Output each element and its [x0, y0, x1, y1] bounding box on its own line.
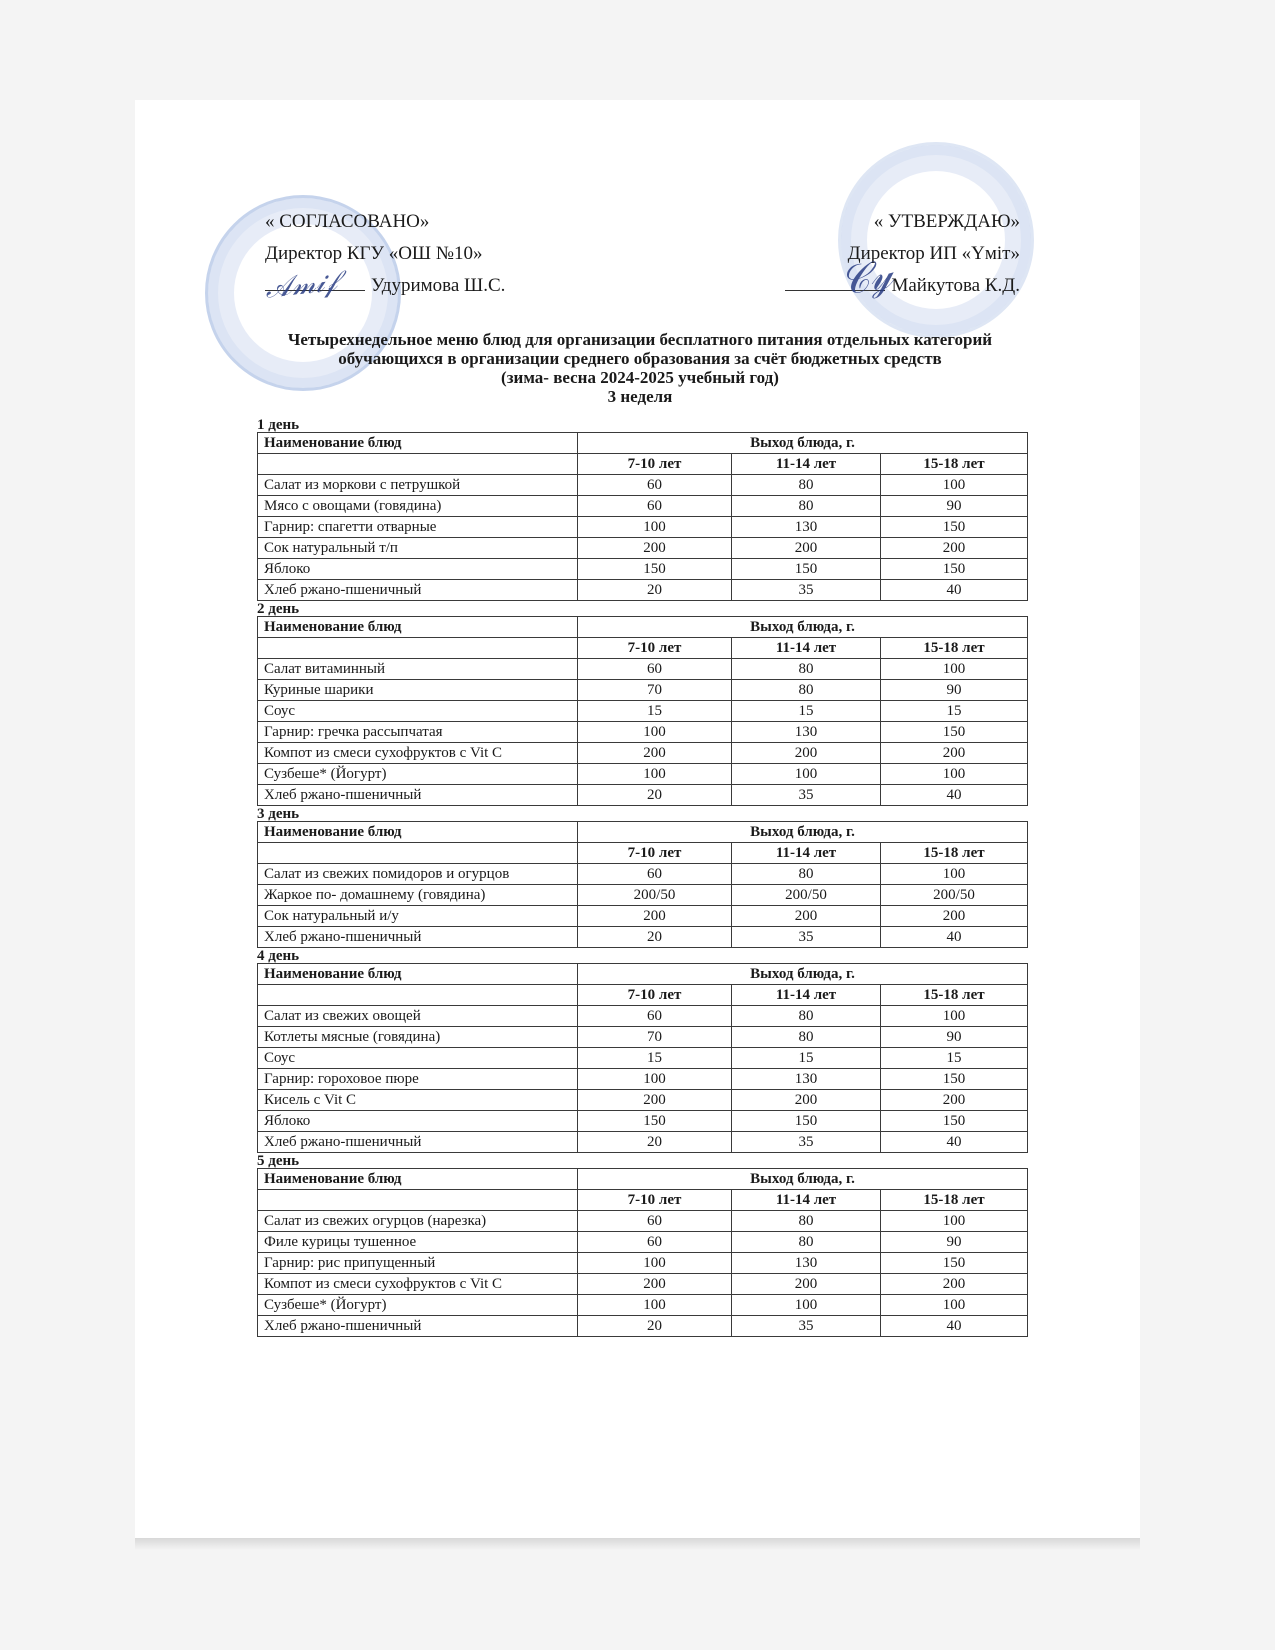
yield-15-18-cell: 100 — [881, 1211, 1028, 1232]
title-line-2: обучающихся в организации среднего образования за счёт бюджетных средств — [338, 349, 942, 368]
dish-name-cell: Салат из моркови с петрушкой — [258, 475, 578, 496]
yield-15-18-cell: 40 — [881, 1316, 1028, 1337]
table-header-row — [258, 617, 1028, 638]
dish-name-cell: Сузбеше* (Йогурт) — [258, 1295, 578, 1316]
yield-7-10-cell: 15 — [578, 1048, 732, 1069]
header-age-7-10: 7-10 лет — [578, 843, 732, 864]
header-empty — [258, 985, 578, 1006]
table-row — [258, 864, 1028, 885]
yield-11-14-cell: 200 — [732, 743, 881, 764]
table-row — [258, 764, 1028, 785]
yield-11-14-cell: 15 — [732, 701, 881, 722]
yield-15-18-cell: 90 — [881, 496, 1028, 517]
header-yield: Выход блюда, г. — [578, 1169, 1028, 1190]
yield-7-10-cell: 200 — [578, 1090, 732, 1111]
yield-15-18-cell: 15 — [881, 1048, 1028, 1069]
yield-11-14-cell: 80 — [732, 475, 881, 496]
yield-7-10-cell: 15 — [578, 701, 732, 722]
header-empty — [258, 843, 578, 864]
dish-name-cell: Гарнир: гороховое пюре — [258, 1069, 578, 1090]
yield-15-18-cell: 150 — [881, 1253, 1028, 1274]
table-age-header-row — [258, 1190, 1028, 1211]
dish-name-cell: Сузбеше* (Йогурт) — [258, 764, 578, 785]
signature-right-icon: 𝒞𝓎 — [836, 250, 897, 306]
dish-name-cell: Сок натуральный и/у — [258, 906, 578, 927]
yield-15-18-cell: 15 — [881, 701, 1028, 722]
dish-name-cell: Сок натуральный т/п — [258, 538, 578, 559]
yield-7-10-cell: 100 — [578, 764, 732, 785]
table-row — [258, 680, 1028, 701]
table-row — [258, 1048, 1028, 1069]
yield-15-18-cell: 150 — [881, 559, 1028, 580]
yield-7-10-cell: 200 — [578, 743, 732, 764]
approval-approved-name: Майкутова К.Д. — [891, 275, 1020, 296]
header-age-15-18: 15-18 лет — [881, 454, 1028, 475]
table-row — [258, 927, 1028, 948]
header-age-11-14: 11-14 лет — [732, 454, 881, 475]
signature-left-icon: 𝒜𝓂𝒾𝒻 — [263, 264, 339, 305]
yield-11-14-cell: 35 — [732, 1316, 881, 1337]
dish-name-cell: Кисель с Vit C — [258, 1090, 578, 1111]
yield-11-14-cell: 100 — [732, 764, 881, 785]
table-row — [258, 1232, 1028, 1253]
table-row — [258, 1069, 1028, 1090]
header-age-11-14: 11-14 лет — [732, 638, 881, 659]
yield-11-14-cell: 80 — [732, 864, 881, 885]
yield-7-10-cell: 60 — [578, 1211, 732, 1232]
yield-7-10-cell: 20 — [578, 927, 732, 948]
header-yield: Выход блюда, г. — [578, 822, 1028, 843]
header-yield: Выход блюда, г. — [578, 964, 1028, 985]
dish-name-cell: Гарнир: гречка рассыпчатая — [258, 722, 578, 743]
yield-11-14-cell: 150 — [732, 559, 881, 580]
dish-name-cell: Компот из смеси сухофруктов с Vit C — [258, 1274, 578, 1295]
menu-table — [257, 616, 1028, 806]
week-label: 3 неделя — [607, 387, 673, 406]
menu-table — [257, 1168, 1028, 1337]
yield-15-18-cell: 200 — [881, 1274, 1028, 1295]
yield-15-18-cell: 100 — [881, 475, 1028, 496]
approval-agreed-position: Директор КГУ «ОШ №10» — [265, 243, 483, 264]
dish-name-cell: Хлеб ржано-пшеничный — [258, 1132, 578, 1153]
table-row — [258, 1253, 1028, 1274]
dish-name-cell: Котлеты мясные (говядина) — [258, 1027, 578, 1048]
dish-name-cell: Хлеб ржано-пшеничный — [258, 785, 578, 806]
yield-11-14-cell: 200 — [732, 906, 881, 927]
yield-15-18-cell: 40 — [881, 1132, 1028, 1153]
table-row — [258, 1132, 1028, 1153]
page-bottom-edge — [135, 1538, 1140, 1550]
yield-7-10-cell: 200 — [578, 1274, 732, 1295]
table-row — [258, 1111, 1028, 1132]
day-label: 3 день — [257, 806, 300, 822]
header-age-11-14: 11-14 лет — [732, 843, 881, 864]
header-age-7-10: 7-10 лет — [578, 454, 732, 475]
yield-7-10-cell: 200 — [578, 538, 732, 559]
table-row — [258, 496, 1028, 517]
table-age-header-row — [258, 638, 1028, 659]
dish-name-cell: Салат из свежих овощей — [258, 1006, 578, 1027]
yield-7-10-cell: 150 — [578, 1111, 732, 1132]
yield-15-18-cell: 150 — [881, 1111, 1028, 1132]
table-row — [258, 701, 1028, 722]
yield-15-18-cell: 200/50 — [881, 885, 1028, 906]
yield-11-14-cell: 80 — [732, 1006, 881, 1027]
header-age-15-18: 15-18 лет — [881, 638, 1028, 659]
approval-agreed-name: Удуримова Ш.С. — [371, 275, 506, 296]
yield-15-18-cell: 200 — [881, 1090, 1028, 1111]
header-age-15-18: 15-18 лет — [881, 843, 1028, 864]
yield-7-10-cell: 100 — [578, 517, 732, 538]
day-section — [257, 949, 1027, 1153]
yield-11-14-cell: 200 — [732, 1274, 881, 1295]
table-header-row — [258, 1169, 1028, 1190]
yield-15-18-cell: 100 — [881, 1295, 1028, 1316]
yield-15-18-cell: 100 — [881, 659, 1028, 680]
yield-11-14-cell: 130 — [732, 1069, 881, 1090]
header-dish-name: Наименование блюд — [258, 1169, 578, 1190]
yield-15-18-cell: 100 — [881, 764, 1028, 785]
yield-7-10-cell: 20 — [578, 580, 732, 601]
document-title — [240, 330, 1040, 406]
yield-11-14-cell: 35 — [732, 927, 881, 948]
yield-7-10-cell: 60 — [578, 475, 732, 496]
dish-name-cell: Салат из свежих помидоров и огурцов — [258, 864, 578, 885]
dish-name-cell: Филе курицы тушенное — [258, 1232, 578, 1253]
table-row — [258, 1316, 1028, 1337]
yield-7-10-cell: 60 — [578, 496, 732, 517]
header-empty — [258, 638, 578, 659]
yield-11-14-cell: 80 — [732, 1027, 881, 1048]
table-row — [258, 559, 1028, 580]
yield-15-18-cell: 100 — [881, 1006, 1028, 1027]
table-age-header-row — [258, 985, 1028, 1006]
day-section — [257, 418, 1027, 601]
table-row — [258, 722, 1028, 743]
yield-7-10-cell: 150 — [578, 559, 732, 580]
yield-7-10-cell: 60 — [578, 1006, 732, 1027]
yield-15-18-cell: 90 — [881, 680, 1028, 701]
day-label: 4 день — [257, 948, 300, 964]
yield-11-14-cell: 80 — [732, 659, 881, 680]
yield-7-10-cell: 60 — [578, 1232, 732, 1253]
dish-name-cell: Яблоко — [258, 1111, 578, 1132]
yield-15-18-cell: 150 — [881, 1069, 1028, 1090]
header-empty — [258, 1190, 578, 1211]
yield-15-18-cell: 40 — [881, 785, 1028, 806]
dish-name-cell: Яблоко — [258, 559, 578, 580]
yield-11-14-cell: 80 — [732, 1232, 881, 1253]
day-section — [257, 1154, 1027, 1337]
yield-15-18-cell: 150 — [881, 517, 1028, 538]
yield-11-14-cell: 35 — [732, 580, 881, 601]
yield-11-14-cell: 130 — [732, 722, 881, 743]
yield-7-10-cell: 60 — [578, 864, 732, 885]
header-age-7-10: 7-10 лет — [578, 1190, 732, 1211]
table-row — [258, 906, 1028, 927]
menu-table — [257, 963, 1028, 1153]
approval-block-approved — [785, 206, 1020, 302]
yield-11-14-cell: 35 — [732, 785, 881, 806]
yield-15-18-cell: 200 — [881, 538, 1028, 559]
table-row — [258, 475, 1028, 496]
dish-name-cell: Хлеб ржано-пшеничный — [258, 1316, 578, 1337]
yield-15-18-cell: 40 — [881, 580, 1028, 601]
day-label: 1 день — [257, 417, 300, 433]
table-row — [258, 743, 1028, 764]
table-row — [258, 785, 1028, 806]
yield-15-18-cell: 40 — [881, 927, 1028, 948]
yield-11-14-cell: 130 — [732, 1253, 881, 1274]
dish-name-cell: Хлеб ржано-пшеничный — [258, 927, 578, 948]
dish-name-cell: Салат из свежих огурцов (нарезка) — [258, 1211, 578, 1232]
header-empty — [258, 454, 578, 475]
yield-7-10-cell: 20 — [578, 785, 732, 806]
menu-days — [257, 418, 1027, 1338]
table-header-row — [258, 822, 1028, 843]
header-age-11-14: 11-14 лет — [732, 985, 881, 1006]
yield-7-10-cell: 70 — [578, 1027, 732, 1048]
header-dish-name: Наименование блюд — [258, 617, 578, 638]
table-row — [258, 1211, 1028, 1232]
day-label: 5 день — [257, 1153, 300, 1169]
yield-7-10-cell: 100 — [578, 1295, 732, 1316]
yield-11-14-cell: 80 — [732, 680, 881, 701]
header-age-11-14: 11-14 лет — [732, 1190, 881, 1211]
yield-11-14-cell: 200 — [732, 1090, 881, 1111]
dish-name-cell: Гарнир: рис припущенный — [258, 1253, 578, 1274]
header-dish-name: Наименование блюд — [258, 964, 578, 985]
yield-15-18-cell: 100 — [881, 864, 1028, 885]
yield-7-10-cell: 20 — [578, 1132, 732, 1153]
header-dish-name: Наименование блюд — [258, 433, 578, 454]
yield-7-10-cell: 60 — [578, 659, 732, 680]
dish-name-cell: Салат витаминный — [258, 659, 578, 680]
table-row — [258, 1295, 1028, 1316]
yield-7-10-cell: 200 — [578, 906, 732, 927]
yield-15-18-cell: 150 — [881, 722, 1028, 743]
yield-11-14-cell: 15 — [732, 1048, 881, 1069]
yield-15-18-cell: 90 — [881, 1232, 1028, 1253]
table-row — [258, 1090, 1028, 1111]
header-age-15-18: 15-18 лет — [881, 985, 1028, 1006]
table-row — [258, 1274, 1028, 1295]
header-yield: Выход блюда, г. — [578, 617, 1028, 638]
header-age-15-18: 15-18 лет — [881, 1190, 1028, 1211]
yield-11-14-cell: 100 — [732, 1295, 881, 1316]
day-section — [257, 602, 1027, 806]
table-row — [258, 885, 1028, 906]
table-row — [258, 580, 1028, 601]
yield-11-14-cell: 35 — [732, 1132, 881, 1153]
dish-name-cell: Куриные шарики — [258, 680, 578, 701]
dish-name-cell: Хлеб ржано-пшеничный — [258, 580, 578, 601]
day-label: 2 день — [257, 601, 300, 617]
yield-7-10-cell: 200/50 — [578, 885, 732, 906]
yield-7-10-cell: 100 — [578, 1069, 732, 1090]
yield-15-18-cell: 200 — [881, 743, 1028, 764]
yield-15-18-cell: 90 — [881, 1027, 1028, 1048]
yield-11-14-cell: 200/50 — [732, 885, 881, 906]
table-row — [258, 538, 1028, 559]
header-yield: Выход блюда, г. — [578, 433, 1028, 454]
table-age-header-row — [258, 454, 1028, 475]
table-header-row — [258, 964, 1028, 985]
yield-11-14-cell: 150 — [732, 1111, 881, 1132]
yield-11-14-cell: 80 — [732, 496, 881, 517]
approval-agreed-heading: « СОГЛАСОВАНО» — [265, 211, 430, 232]
day-section — [257, 807, 1027, 948]
menu-table — [257, 821, 1028, 948]
dish-name-cell: Гарнир: спагетти отварные — [258, 517, 578, 538]
dish-name-cell: Жаркое по- домашнему (говядина) — [258, 885, 578, 906]
menu-table — [257, 432, 1028, 601]
dish-name-cell: Соус — [258, 1048, 578, 1069]
dish-name-cell: Соус — [258, 701, 578, 722]
table-row — [258, 1027, 1028, 1048]
header-age-7-10: 7-10 лет — [578, 638, 732, 659]
approval-approved-position: Директор ИП «Үміт» — [847, 243, 1020, 264]
table-row — [258, 517, 1028, 538]
dish-name-cell: Мясо с овощами (говядина) — [258, 496, 578, 517]
yield-11-14-cell: 130 — [732, 517, 881, 538]
table-age-header-row — [258, 843, 1028, 864]
header-dish-name: Наименование блюд — [258, 822, 578, 843]
yield-7-10-cell: 100 — [578, 722, 732, 743]
yield-11-14-cell: 80 — [732, 1211, 881, 1232]
table-row — [258, 659, 1028, 680]
yield-7-10-cell: 100 — [578, 1253, 732, 1274]
approval-approved-heading: « УТВЕРЖДАЮ» — [873, 211, 1020, 232]
yield-7-10-cell: 20 — [578, 1316, 732, 1337]
yield-11-14-cell: 200 — [732, 538, 881, 559]
header-age-7-10: 7-10 лет — [578, 985, 732, 1006]
title-line-1: Четырехнедельное меню блюд для организации бесплатного питания отдельных категорий — [287, 330, 993, 349]
table-row — [258, 1006, 1028, 1027]
yield-7-10-cell: 70 — [578, 680, 732, 701]
title-line-3: (зима- весна 2024-2025 учебный год) — [501, 368, 779, 387]
yield-15-18-cell: 200 — [881, 906, 1028, 927]
table-header-row — [258, 433, 1028, 454]
dish-name-cell: Компот из смеси сухофруктов с Vit C — [258, 743, 578, 764]
